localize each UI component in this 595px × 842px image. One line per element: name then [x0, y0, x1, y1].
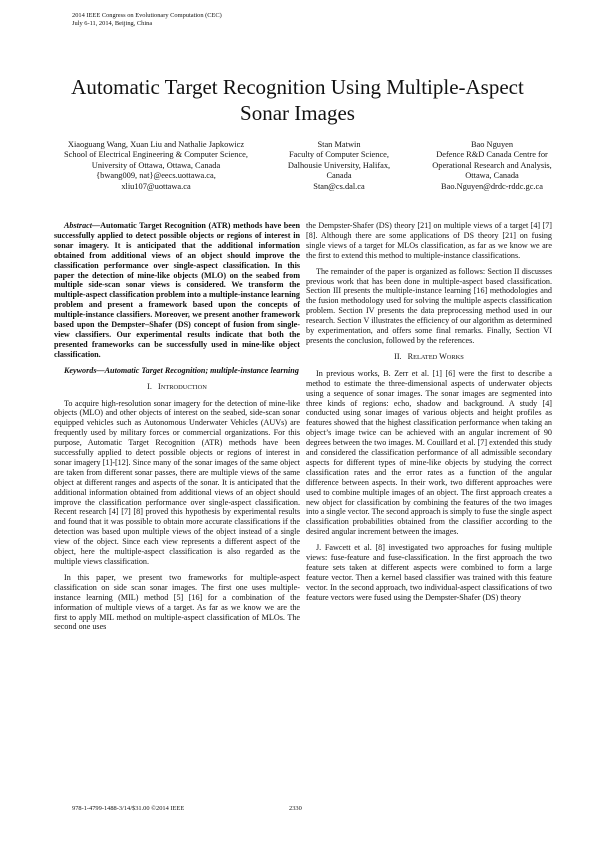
- section-title-initial: I: [157, 381, 161, 391]
- author-names: Xiaoguang Wang, Xuan Liu and Nathalie Japkowicz: [67, 140, 245, 149]
- author-block-1: [40, 140, 272, 192]
- paragraph: The remainder of the paper is organized as follows: Section II discusses previous work that has been done in multiple-aspect based classification. Section III presents the multiple-instance learning [16] methodologies and the fusion methodology used for solving the multiple aspects classification problem. Section IV presents the data preprocessing method used in our research. Section V illustrates the efficiency of our algorithm as determined by experimentation, and offers some final remarks. Finally, Section VI presents the conclusion, followed by the references.: [306, 266, 552, 345]
- author-names: Stan Matwin: [317, 140, 361, 149]
- keywords: [54, 366, 300, 376]
- author-affiliation: University of Ottawa, Ottawa, Canada: [91, 160, 221, 170]
- author-affiliation: Operational Research and Analysis,: [432, 160, 552, 170]
- conference-header: [72, 12, 222, 28]
- author-email: xliu107@uottawa.ca: [121, 181, 191, 191]
- conference-name: 2014 IEEE Congress on Evolutionary Computation (CEC): [72, 12, 222, 19]
- paper-title: [20, 74, 575, 126]
- section-number: II.: [394, 351, 402, 361]
- section-title-rest: NTRODUCTION: [160, 383, 207, 391]
- author-affiliation: Faculty of Computer Science,: [288, 150, 389, 160]
- author-affiliation: Defence R&D Canada Centre for: [436, 150, 548, 160]
- paper-title-line2: Sonar Images: [240, 101, 355, 125]
- conference-date: July 6-11, 2014, Beijing, China: [72, 20, 153, 27]
- abstract-label: Abstract: [64, 221, 92, 230]
- paragraph: To acquire high-resolution sonar imagery for the detection of mine-like objects (MLO) and other objects of interest on the seabed, side-scan sonar equipped vehicles such as Autonomous Underwater Vehicles (AUVs) are frequently used by military forces or commercial organizations. For this purpose, Automatic Target Recognition (ATR) methods have been successfully applied to detect possible objects or regions of interest in sonar imagery [1]-[12]. Since many of the sonar images of the same object are taken from different sonar passes, there are multiple views of the same object at different ranges and aspects of the sonar. It is anticipated that the additional information obtained from additional views of an object should improve the classification performance over single-aspect classification. Recent research [4] [7] [8] proved this hypothesis by experimental results and found that it was possible to obtain more accurate classifications if the detection was based upon multiple views of the object instead of a single view of the object. Since each view represents a different aspect of the object, here the multiple-aspect classification is also regarded as the multiple views classification.: [54, 398, 300, 566]
- author-email: Bao.Nguyen@drdc-rddc.gc.ca: [441, 181, 543, 191]
- page-number: 2330: [289, 805, 302, 812]
- paragraph: In previous works, B. Zerr et al. [1] [6] were the first to describe a method to estimate the three-dimensional aspects of underwater objects using a sequence of sonar images. The sonar images are segmented into three kinds of regions: echo, shadow and background. A study [4] conducted using sonar images of various objects and height profiles as features showed that the highest classification performance when taking an object’s image twice can be achieved with an angular increment of 90 degrees between the two images. M. Couillard et al. [7] extended this study and considered the classification performance of all admissible secondary aspects for different types of mine-like objects by studying the correct classification rates and the error rates as a function of the angular difference between aspects. In their work, two different approaches were used to combine multiple images of an object. The first approach creates a new object for classification by combining the features of the two images into a single vector. The second approach is simply to fuse the single aspect classification probabilities obtained from the classifier according to the desired angular increment between the images.: [306, 368, 552, 537]
- abstract-text: —Automatic Target Recognition (ATR) methods have been successfully applied to detect possible objects or regions of interest in sonar imagery. It is anticipated that the additional information obtained from additional views of an object should improve the classification performance over single-aspect classification. In this paper the detection of mine-like objects (MLO) on the seabed from multiple side-scan sonar views is considered. We transform the multiple-aspect classification problem into a multiple-instance learning problem and present a framework based upon the concepts of multiple-instance classifiers. Moreover, we present another framework based upon the Dempster–Shafer (DS) concept of fusion from single-view classifiers. Our experimental results indicate that both the presented frameworks can be successfully used in mine-like object classification.: [54, 221, 300, 359]
- section-title-initial: W: [439, 351, 447, 361]
- paragraph: In this paper, we present two frameworks for multiple-aspect classification on side scan sonar images. The first one uses multiple-instance learning (MIL) method [5] [16] for a combination of the information of multiple views of a target. As far as we know we are the first to apply MIL method on multiple-aspect classification of MLOs. The second one uses: [54, 572, 300, 632]
- abstract: [54, 221, 300, 360]
- left-column: [54, 221, 300, 638]
- author-affiliation: Dalhousie University, Halifax,: [287, 160, 391, 170]
- section-number: I.: [147, 381, 152, 391]
- section-title-rest: ELATED: [413, 353, 438, 361]
- keywords-label: Keywords: [64, 365, 97, 375]
- author-affiliation: Ottawa, Canada: [465, 171, 519, 181]
- author-block-3: [404, 140, 580, 192]
- footer-isbn: 978-1-4799-1488-3/14/$31.00 ©2014 IEEE: [72, 805, 185, 812]
- paragraph: the Dempster-Shafer (DS) theory [21] on multiple views of a target [4] [7] [8]. Although there are some applications of DS theory [21] on fusing single views of a target for MLOs classification, as far as we know we are the first to extend this method to multiple-instance classifications.: [306, 221, 552, 260]
- section-title-initial: R: [407, 351, 414, 361]
- author-affiliation: School of Electrical Engineering & Computer Science,: [64, 150, 248, 160]
- author-affiliation: Canada: [326, 171, 352, 181]
- right-column: [306, 221, 552, 609]
- paragraph: J. Fawcett et al. [8] investigated two approaches for fusing multiple views: fuse-feature and fuse-classification. In the first approach the two feature sets taken at different aspects were combined to form a large feature vector. Then a kernel based classifier was trained with this feature vector. In the second approach, two individual-aspect classifications of two feature vectors were fused using the Dempster-Shafer (DS) theory: [306, 543, 552, 602]
- keywords-text: —Automatic Target Recognition; multiple-instance learning: [96, 365, 299, 375]
- section-title-rest: ORKS: [446, 353, 464, 361]
- author-email: Stan@cs.dal.ca: [313, 181, 365, 191]
- author-block-2: [266, 140, 412, 192]
- paper-title-line1: Automatic Target Recognition Using Multiple-Aspect: [71, 75, 524, 99]
- author-names: Bao Nguyen: [470, 140, 514, 149]
- section-heading-related-works: [306, 352, 552, 363]
- section-heading-introduction: [54, 382, 300, 393]
- author-email: {bwang009, nat}@eecs.uottawa.ca,: [96, 171, 216, 181]
